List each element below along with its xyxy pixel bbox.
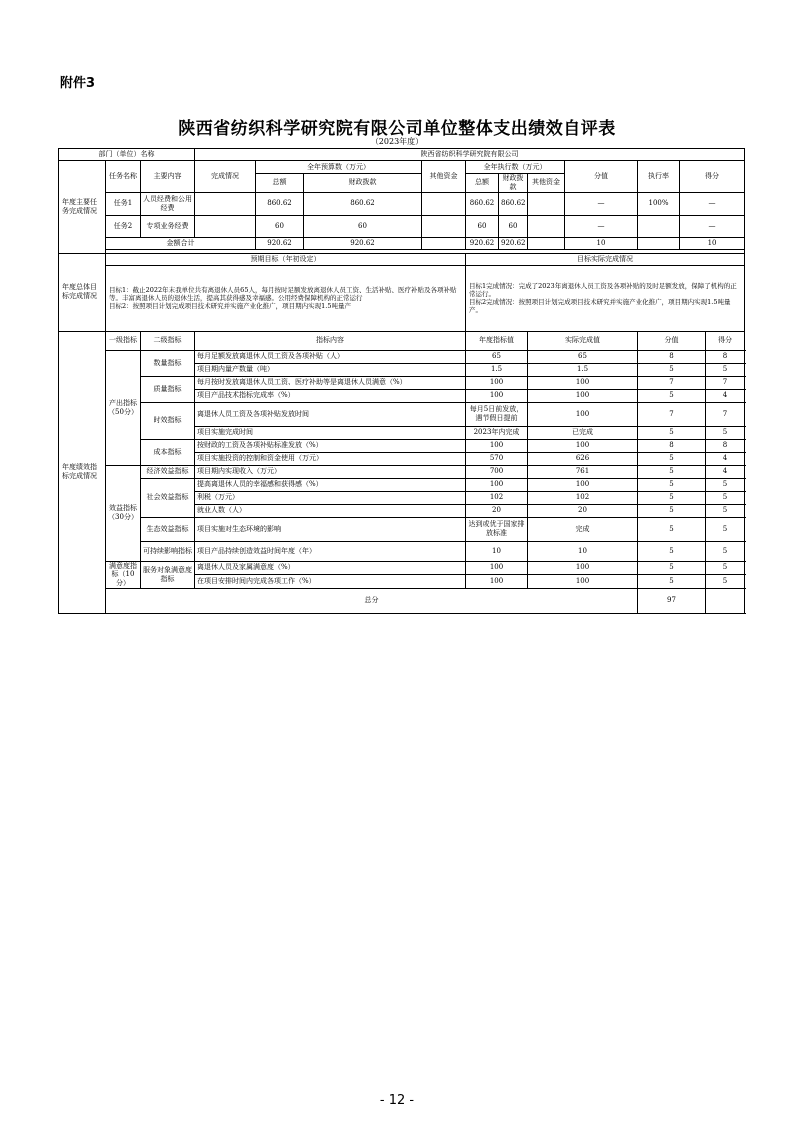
indicator-content: 利税（万元） — [195, 491, 466, 504]
dept-label: 部门（单位）名称 — [59, 149, 195, 161]
indicator-target: 每月5日前发放，遇节假日提前 — [466, 402, 528, 426]
indicator-content: 按财政的工资及各项补贴标准发放（%） — [195, 439, 466, 452]
indicator-target: 达到或优于国家排放标准 — [466, 517, 528, 541]
indicator-score: 5 — [706, 363, 745, 376]
task2-exec-fiscal: 60 — [499, 215, 528, 237]
indicator-score: 4 — [706, 465, 745, 478]
indicator-target: 100 — [466, 478, 528, 491]
h-expected-goal: 预期目标（年初设定） — [106, 253, 466, 265]
l2-cost: 成本指标 — [141, 439, 195, 465]
h-indicator: 指标内容 — [195, 331, 466, 350]
sum-exec-other — [528, 237, 565, 249]
indicator-value: 5 — [638, 465, 706, 478]
task1-exec-fiscal: 860.62 — [499, 192, 528, 215]
h-exec-rate: 执行率 — [638, 161, 680, 193]
total-score — [706, 588, 745, 613]
indicator-target: 1.5 — [466, 363, 528, 376]
actual-goal-text: 目标1完成情况：完成了2023年离退休人员工资及各项补贴的及时足额发放，保障了机构的正常运行。 目标2完成情况：按照项目计划完成项目技术研究并实施产业化推广，项目期内实现1.5吨量产。 — [466, 265, 745, 331]
l2-economic: 经济效益指标 — [141, 465, 195, 478]
h-budget-fiscal: 财政拨款 — [304, 174, 422, 193]
indicator-value: 8 — [638, 350, 706, 363]
indicator-content: 在项目安排时间内完成各项工作（%） — [195, 575, 466, 589]
l1-output: 产出指标（50分） — [106, 350, 141, 465]
indicator-value: 8 — [638, 439, 706, 452]
h-level2: 二级指标 — [141, 331, 195, 350]
indicator-target: 2023年内完成 — [466, 426, 528, 439]
indicator-score: 7 — [706, 402, 745, 426]
h-completion: 完成情况 — [195, 161, 256, 193]
indicator-actual: 已完成 — [528, 426, 638, 439]
h-actual-value: 实际完成值 — [528, 331, 638, 350]
task2-exec-total: 60 — [466, 215, 499, 237]
task2-budget-total: 60 — [256, 215, 304, 237]
task1-exec-other — [528, 192, 565, 215]
total-value: 97 — [638, 588, 706, 613]
indicator-value: 5 — [638, 517, 706, 541]
expected-goal-text: 目标1：截止2022年末我单位共有离退休人员65人，每月按时足额发放离退休人员工资、生活补贴、医疗补贴及各项补贴等。丰富离退休人员的退休生活，提高其获得感及幸福感。公用经费保障机构的正常运行 目标2：按照项目计划完成项目技术研究并实施产业化推广，项目期内实现1.5吨量产 — [106, 265, 466, 331]
indicator-target: 100 — [466, 389, 528, 402]
h-main-content: 主要内容 — [141, 161, 195, 193]
h-exec-other: 其他资金 — [528, 174, 565, 193]
h-indicator-score: 得分 — [706, 331, 745, 350]
task1-content: 人员经费和公用经费 — [141, 192, 195, 215]
l1-benefit: 效益指标（30分） — [106, 465, 141, 561]
sum-exec-rate — [638, 237, 680, 249]
sum-score-value: 10 — [565, 237, 638, 249]
indicator-content: 项目实施投资的控制和资金使用（万元） — [195, 452, 466, 465]
indicator-target: 65 — [466, 350, 528, 363]
indicator-content: 就业人数（人） — [195, 504, 466, 517]
task1-completion — [195, 192, 256, 215]
indicator-content: 离退休人员工资及各项补贴发放时间 — [195, 402, 466, 426]
dept-value: 陕西省纺织科学研究院有限公司 — [195, 149, 745, 161]
indicator-target: 100 — [466, 376, 528, 389]
indicator-target: 570 — [466, 452, 528, 465]
l2-social: 社会效益指标 — [141, 478, 195, 517]
indicator-target: 700 — [466, 465, 528, 478]
indicator-content: 项目产品技术指标完成率（%） — [195, 389, 466, 402]
indicator-actual: 100 — [528, 402, 638, 426]
h-other-funds: 其他资金 — [422, 161, 466, 193]
indicator-score: 4 — [706, 452, 745, 465]
l2-satisfaction: 服务对象满意度指标 — [141, 561, 195, 588]
indicator-content: 项目期内量产数量（吨） — [195, 363, 466, 376]
task2-content: 专项业务经费 — [141, 215, 195, 237]
performance-table — [58, 148, 745, 614]
indicator-actual: 761 — [528, 465, 638, 478]
attachment-label: 附件3 — [60, 76, 96, 91]
indicator-actual: 20 — [528, 504, 638, 517]
indicator-value: 5 — [638, 426, 706, 439]
indicator-actual: 100 — [528, 439, 638, 452]
indicator-content: 离退休人员及家属满意度（%） — [195, 561, 466, 575]
task1-name: 任务1 — [106, 192, 141, 215]
indicator-content: 提高离退休人员的幸福感和获得感（%） — [195, 478, 466, 491]
h-exec-fiscal: 财政拨款 — [499, 174, 528, 193]
indicator-actual: 100 — [528, 561, 638, 575]
indicator-target: 102 — [466, 491, 528, 504]
h-annual-target: 年度指标值 — [466, 331, 528, 350]
indicator-content: 每月足额发放离退休人员工资及各项补贴（人） — [195, 350, 466, 363]
indicator-content: 项目产品持续创造效益时间年度（年） — [195, 541, 466, 561]
indicator-value: 5 — [638, 389, 706, 402]
task2-exec-rate — [638, 215, 680, 237]
indicator-score: 5 — [706, 491, 745, 504]
indicator-content: 项目期内实现收入（万元） — [195, 465, 466, 478]
indicator-score: 5 — [706, 541, 745, 561]
task2-exec-other — [528, 215, 565, 237]
indicator-value: 5 — [638, 452, 706, 465]
sum-exec-total: 920.62 — [466, 237, 499, 249]
task2-budget-other — [422, 215, 466, 237]
h-value: 分值 — [638, 331, 706, 350]
l2-quantity: 数量指标 — [141, 350, 195, 376]
indicator-value: 5 — [638, 491, 706, 504]
h-budget-total: 总额 — [256, 174, 304, 193]
indicator-score: 8 — [706, 350, 745, 363]
indicator-actual: 102 — [528, 491, 638, 504]
indicator-target: 100 — [466, 575, 528, 589]
indicator-actual: 1.5 — [528, 363, 638, 376]
indicator-value: 5 — [638, 363, 706, 376]
indicator-target: 20 — [466, 504, 528, 517]
task1-exec-rate: 100% — [638, 192, 680, 215]
h-task-name: 任务名称 — [106, 161, 141, 193]
page-number: - 12 - — [379, 1093, 415, 1108]
task1-budget-other — [422, 192, 466, 215]
indicator-score: 4 — [706, 389, 745, 402]
indicator-actual: 65 — [528, 350, 638, 363]
h-score-value: 分值 — [565, 161, 638, 193]
sec3-label: 年度绩效指标完成情况 — [59, 331, 106, 613]
indicator-actual: 100 — [528, 478, 638, 491]
l2-timeliness: 时效指标 — [141, 402, 195, 439]
h-budget: 全年预算数（万元） — [256, 161, 422, 174]
h-actual-goal: 目标实际完成情况 — [466, 253, 745, 265]
h-level1: 一级指标 — [106, 331, 141, 350]
task1-exec-total: 860.62 — [466, 192, 499, 215]
indicator-actual: 626 — [528, 452, 638, 465]
indicator-actual: 100 — [528, 575, 638, 589]
indicator-value: 7 — [638, 376, 706, 389]
indicator-value: 5 — [638, 504, 706, 517]
sec2-label: 年度总体目标完成情况 — [59, 253, 106, 331]
sum-label: 金额合计 — [106, 237, 256, 249]
l2-sustainability: 可持续影响指标 — [141, 541, 195, 561]
h-score: 得分 — [680, 161, 745, 193]
task2-name: 任务2 — [106, 215, 141, 237]
sum-budget-other — [422, 237, 466, 249]
indicator-value: 5 — [638, 541, 706, 561]
indicator-score: 5 — [706, 478, 745, 491]
sum-score: 10 — [680, 237, 745, 249]
task1-score-value: — — [565, 192, 638, 215]
indicator-content: 项目实施完成时间 — [195, 426, 466, 439]
task1-score: — — [680, 192, 745, 215]
sum-budget-total: 920.62 — [256, 237, 304, 249]
task2-score-value: — — [565, 215, 638, 237]
indicator-content: 项目实施对生态环境的影响 — [195, 517, 466, 541]
indicator-value: 7 — [638, 402, 706, 426]
sum-budget-fiscal: 920.62 — [304, 237, 422, 249]
indicator-actual: 完成 — [528, 517, 638, 541]
indicator-score: 5 — [706, 426, 745, 439]
indicator-value: 5 — [638, 575, 706, 589]
total-label: 总分 — [106, 588, 638, 613]
indicator-target: 100 — [466, 561, 528, 575]
indicator-score: 5 — [706, 575, 745, 589]
task1-budget-fiscal: 860.62 — [304, 192, 422, 215]
indicator-score: 8 — [706, 439, 745, 452]
document-year: （2023年度） — [370, 137, 424, 146]
sum-exec-fiscal: 920.62 — [499, 237, 528, 249]
document-title: 陕西省纺织科学研究院有限公司单位整体支出绩效自评表 — [178, 119, 616, 139]
l1-satisfaction: 满意度指标（10分） — [106, 561, 141, 588]
task2-completion — [195, 215, 256, 237]
l2-ecological: 生态效益指标 — [141, 517, 195, 541]
indicator-value: 5 — [638, 561, 706, 575]
indicator-actual: 100 — [528, 376, 638, 389]
sec1-label: 年度主要任务完成情况 — [59, 161, 106, 254]
task2-budget-fiscal: 60 — [304, 215, 422, 237]
indicator-content: 每月按时发放离退休人员工资、医疗补助等是离退休人员满意（%） — [195, 376, 466, 389]
l2-quality: 质量指标 — [141, 376, 195, 402]
indicator-score: 5 — [706, 561, 745, 575]
indicator-actual: 10 — [528, 541, 638, 561]
indicator-target: 100 — [466, 439, 528, 452]
h-exec-total: 总额 — [466, 174, 499, 193]
indicator-score: 7 — [706, 376, 745, 389]
h-execution: 全年执行数（万元） — [466, 161, 565, 174]
indicator-actual: 100 — [528, 389, 638, 402]
task1-budget-total: 860.62 — [256, 192, 304, 215]
indicator-score: 5 — [706, 504, 745, 517]
indicator-score: 5 — [706, 517, 745, 541]
indicator-value: 5 — [638, 478, 706, 491]
task2-score: — — [680, 215, 745, 237]
indicator-target: 10 — [466, 541, 528, 561]
